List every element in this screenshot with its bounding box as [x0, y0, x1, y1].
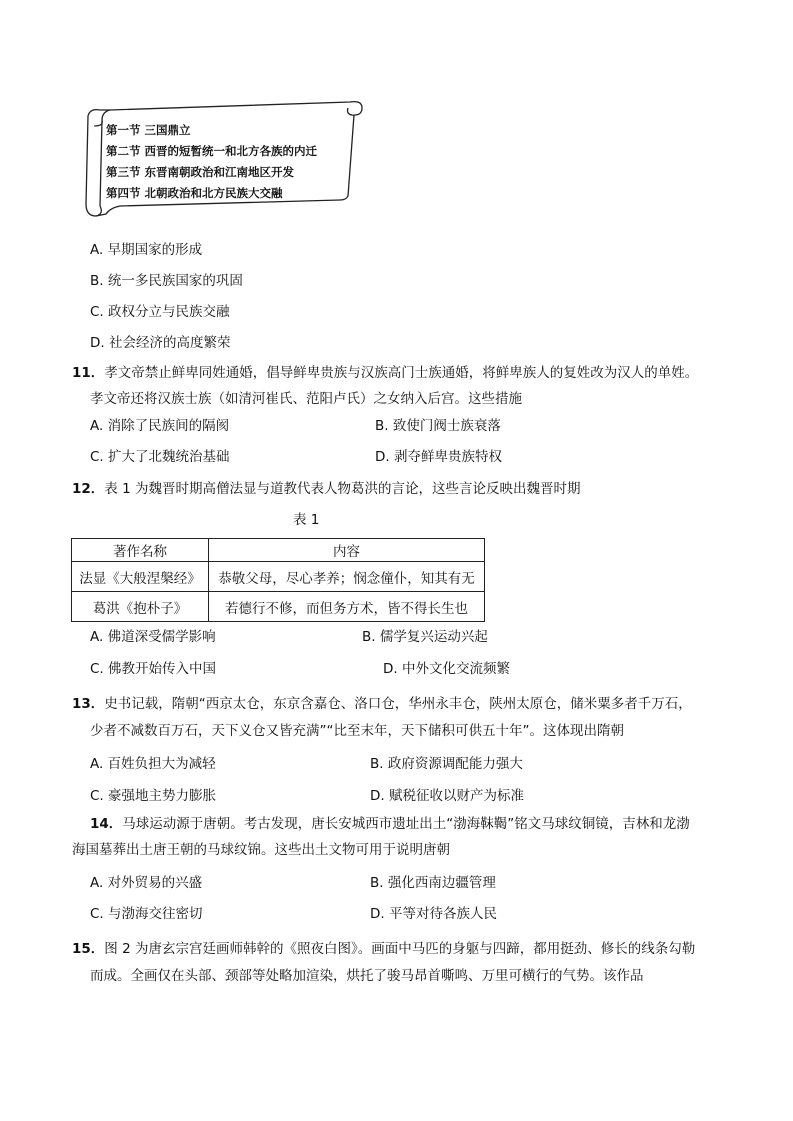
q10-option-b: B. 统一多民族国家的巩固: [90, 273, 243, 289]
q14-option-a: A. 对外贸易的兴盛: [90, 875, 203, 891]
table-cell-content: 若德行不修，而但务方术，皆不得长生也: [209, 592, 485, 622]
table-header-row: [72, 539, 485, 562]
q11-number: 11．: [72, 365, 105, 381]
q14-stem-line2: 海国墓葬出土唐王朝的马球纹锦。这些出土文物可用于说明唐朝: [72, 842, 450, 858]
table-cell-work: 葛洪《抱朴子》: [72, 592, 209, 622]
scroll-line-2: 第二节 西晋的短暂统一和北方各族的内迁: [106, 144, 318, 158]
q11-stem-line2: 孝文帝还将汉族士族（如清河崔氏、范阳卢氏）之女纳入后宫。这些措施: [90, 391, 522, 407]
scroll-line-1: 第一节 三国鼎立: [106, 123, 191, 137]
q10-option-c: C. 政权分立与民族交融: [90, 304, 230, 320]
q11-stem-line1: [72, 364, 698, 382]
q13-option-a: A. 百姓负担大为减轻: [90, 756, 216, 772]
q12-option-b: B. 儒学复兴运动兴起: [362, 629, 488, 645]
table-cell-content: 恭敬父母，尽心孝养；悯念僮仆，知其有无: [209, 562, 485, 592]
q12-option-d: D. 中外文化交流频繁: [383, 661, 510, 677]
scroll-line-3: 第三节 东晋南朝政治和江南地区开发: [106, 165, 295, 179]
q13-stem-text1: 史书记载，隋朝“西京太仓，东京含嘉仓、洛口仓，华州永丰仓，陕州太原仓，储米粟多者千万石，: [104, 696, 692, 712]
q13-stem-line1: [72, 695, 692, 713]
q12-stem-text: 表 1 为魏晋时期高僧法显与道教代表人物葛洪的言论，这些言论反映出魏晋时期: [104, 481, 581, 497]
table-cell-work: 法显《大般涅槃经》: [72, 562, 209, 592]
q15-stem-line2: 而成。全画仅在头部、颈部等处略加渲染，烘托了骏马昂首嘶鸣、万里可横行的气势。该作品: [90, 968, 644, 984]
table-row: [72, 592, 485, 622]
q10-option-a: A. 早期国家的形成: [90, 242, 203, 258]
q15-stem-line1: [72, 940, 695, 958]
q14-option-b: B. 强化西南边疆管理: [370, 875, 496, 891]
q13-option-b: B. 政府资源调配能力强大: [370, 756, 523, 772]
q11-option-a: A. 消除了民族间的隔阂: [90, 418, 230, 434]
q13-stem-line2: 少者不减数百万石，天下义仓又皆充满”“比至末年，天下储积可供五十年”。这体现出隋朝: [90, 723, 624, 739]
q14-number: 14．: [90, 816, 123, 832]
q13-number: 13．: [72, 696, 105, 712]
q14-option-d: D. 平等对待各族人民: [370, 906, 497, 922]
table-title: 表 1: [293, 512, 320, 528]
q10-option-d: D. 社会经济的高度繁荣: [90, 335, 231, 351]
q14-stem-line1: [90, 815, 690, 833]
table-header-work: 著作名称: [72, 539, 209, 562]
q11-option-d: D. 剥夺鲜卑贵族特权: [375, 449, 502, 465]
q12-option-a: A. 佛道深受儒学影响: [90, 629, 216, 645]
q11-option-b: B. 致使门阀士族衰落: [375, 418, 501, 434]
q13-option-d: D. 赋税征收以财产为标准: [370, 788, 524, 804]
q14-stem-text1: 马球运动源于唐朝。考古发现，唐长安城西市遗址出土“渤海靺鞨”铭文马球纹铜镜，吉林和龙渤: [122, 816, 690, 832]
q12-stem: [72, 480, 580, 498]
scroll-illustration: [80, 96, 370, 224]
q12-option-c: C. 佛教开始传入中国: [90, 661, 217, 677]
q15-stem-text1: 图 2 为唐玄宗宫廷画师韩幹的《照夜白图》。画面中马匹的身躯与四蹄，都用挺劲、修长的线条勾勒: [104, 941, 696, 957]
q12-number: 12．: [72, 481, 105, 497]
table-row: [72, 562, 485, 592]
q11-stem-text1: 孝文帝禁止鲜卑同姓通婚，倡导鲜卑贵族与汉族高门士族通婚，将鲜卑族人的复姓改为汉人的单姓。: [104, 365, 699, 381]
q13-option-c: C. 豪强地主势力膨胀: [90, 788, 217, 804]
scroll-line-4: 第四节 北朝政治和北方民族大交融: [106, 186, 283, 200]
q11-option-c: C. 扩大了北魏统治基础: [90, 449, 230, 465]
q14-option-c: C. 与渤海交往密切: [90, 906, 203, 922]
table-header-content: 内容: [209, 539, 485, 562]
table-1: [71, 538, 485, 622]
q15-number: 15．: [72, 941, 105, 957]
